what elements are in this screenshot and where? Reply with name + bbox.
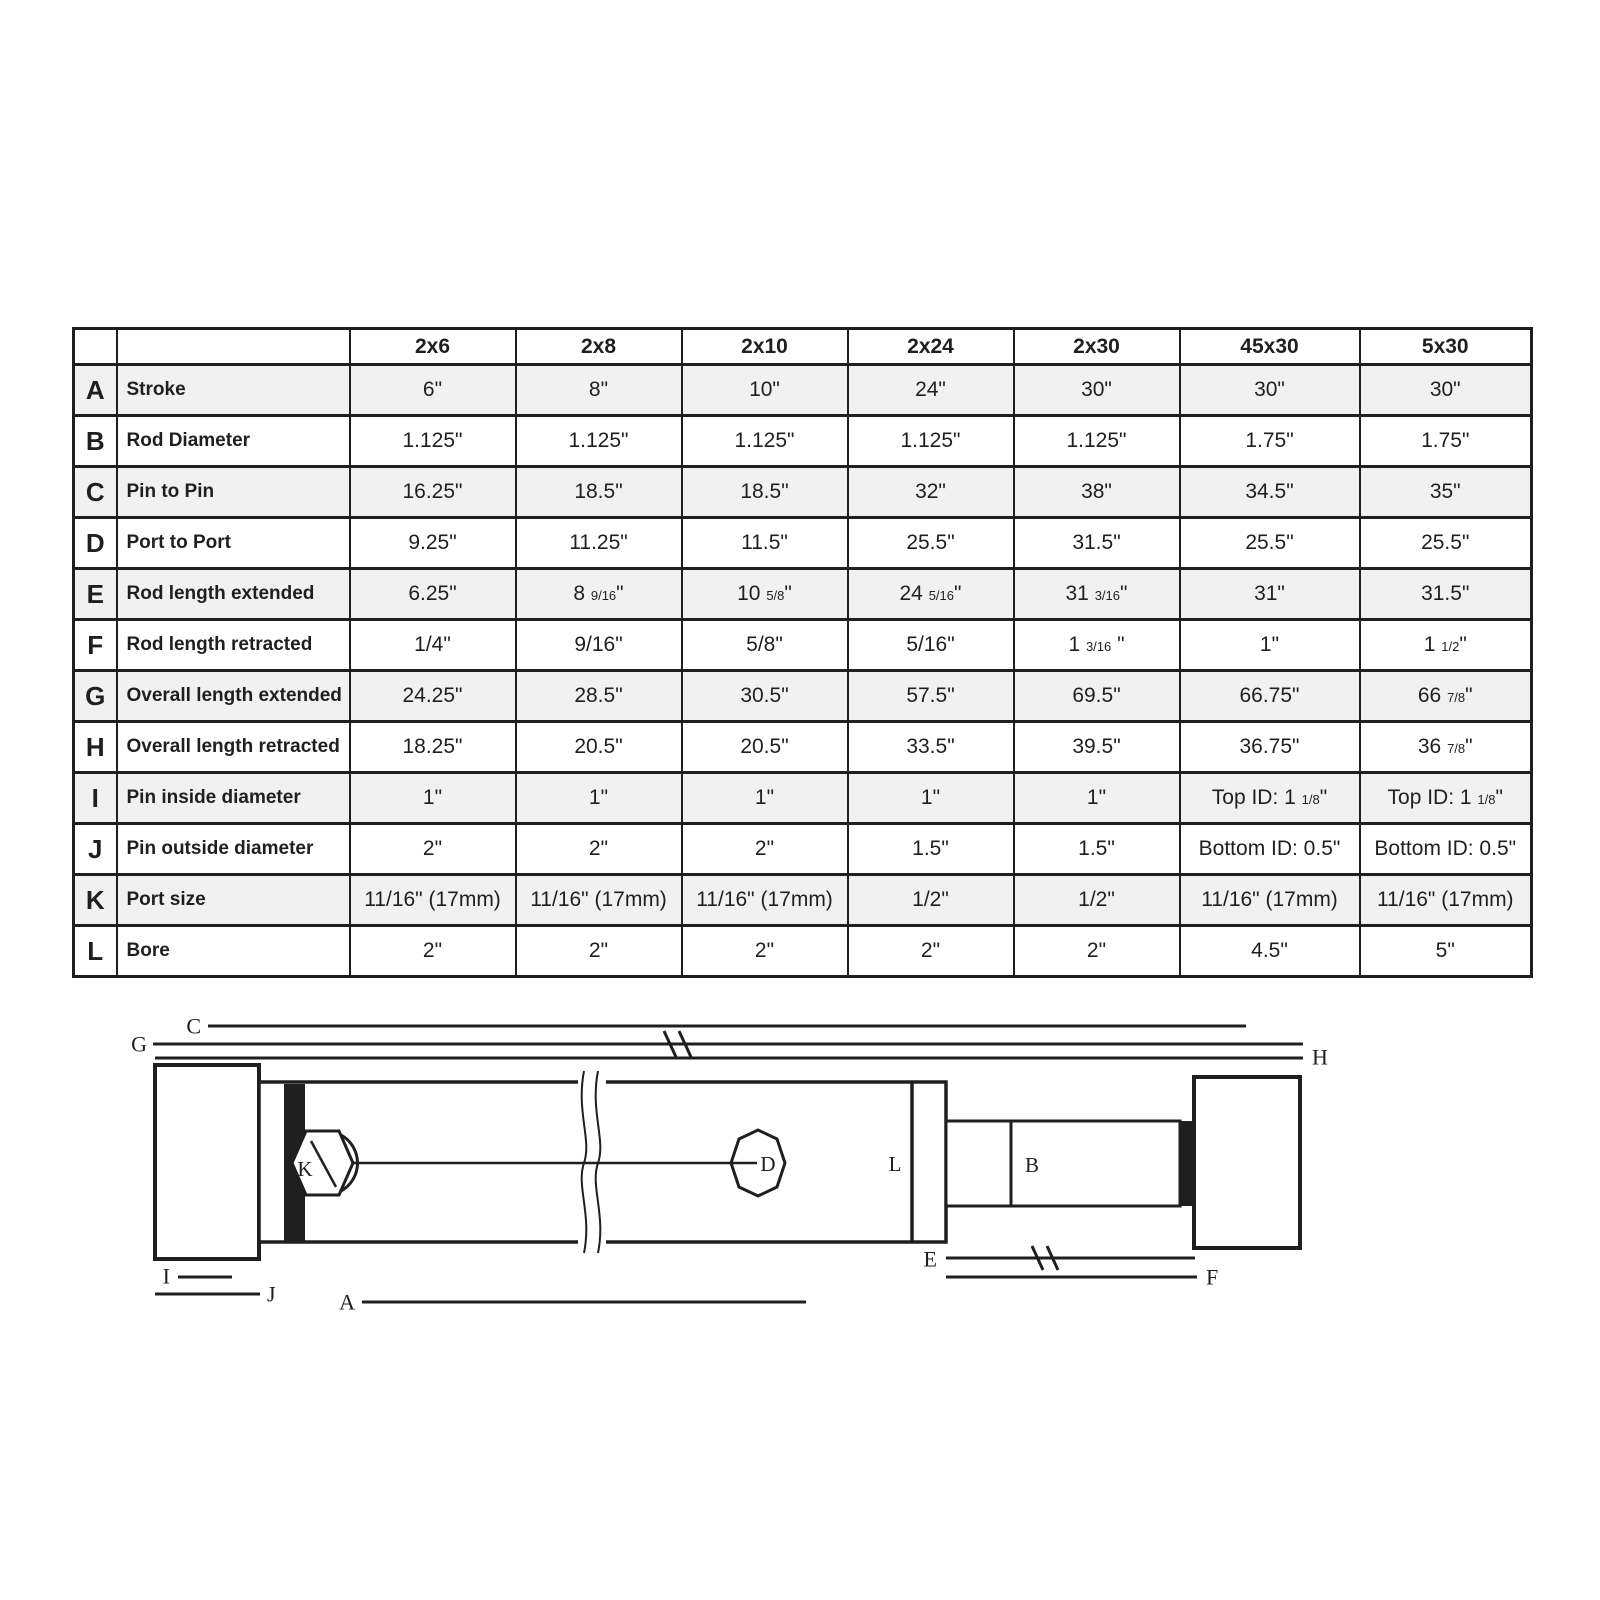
barrel-break-gap-bottom xyxy=(578,1237,606,1248)
spec-cell-D-5x30: 25.5" xyxy=(1360,518,1532,569)
row-label: Overall length retracted xyxy=(117,722,350,773)
row-letter: C xyxy=(74,467,117,518)
spec-cell-L-2x30: 2" xyxy=(1014,926,1180,977)
spec-cell-L-45x30: 4.5" xyxy=(1180,926,1360,977)
spec-cell-A-5x30: 30" xyxy=(1360,365,1532,416)
spec-cell-F-2x10: 5/8" xyxy=(682,620,848,671)
dimension-line-f xyxy=(946,1265,1218,1290)
row-label: Rod Diameter xyxy=(117,416,350,467)
spec-cell-J-45x30: Bottom ID: 0.5" xyxy=(1180,824,1360,875)
spec-cell-K-2x24: 1/2" xyxy=(848,875,1014,926)
right-clevis xyxy=(1194,1077,1300,1248)
dimension-line-a xyxy=(339,1290,806,1315)
column-header-2x30: 2x30 xyxy=(1014,329,1180,365)
label-d: D xyxy=(760,1152,776,1176)
spec-cell-A-2x10: 10" xyxy=(682,365,848,416)
spec-cell-H-2x8: 20.5" xyxy=(516,722,682,773)
spec-cell-J-5x30: Bottom ID: 0.5" xyxy=(1360,824,1532,875)
column-header-5x30: 5x30 xyxy=(1360,329,1532,365)
spec-cell-K-2x8: 11/16" (17mm) xyxy=(516,875,682,926)
row-letter: F xyxy=(74,620,117,671)
label-l: L xyxy=(888,1152,902,1176)
spec-cell-E-2x6: 6.25" xyxy=(350,569,516,620)
spec-cell-I-45x30: Top ID: 1 1/8" xyxy=(1180,773,1360,824)
dim-label-c: C xyxy=(186,1013,201,1039)
dim-label-h: H xyxy=(1312,1044,1328,1070)
spec-cell-C-2x8: 18.5" xyxy=(516,467,682,518)
spec-cell-H-45x30: 36.75" xyxy=(1180,722,1360,773)
spec-cell-G-2x6: 24.25" xyxy=(350,671,516,722)
dimension-line-h xyxy=(155,1045,1328,1070)
spec-cell-I-2x24: 1" xyxy=(848,773,1014,824)
row-letter: L xyxy=(74,926,117,977)
spec-cell-L-2x6: 2" xyxy=(350,926,516,977)
spec-cell-L-5x30: 5" xyxy=(1360,926,1532,977)
spec-cell-A-2x8: 8" xyxy=(516,365,682,416)
spec-cell-I-5x30: Top ID: 1 1/8" xyxy=(1360,773,1532,824)
spec-cell-A-2x30: 30" xyxy=(1014,365,1180,416)
rod-end-band xyxy=(1180,1121,1194,1206)
piston-rod xyxy=(946,1121,1180,1206)
spec-cell-L-2x24: 2" xyxy=(848,926,1014,977)
spec-cell-K-2x30: 1/2" xyxy=(1014,875,1180,926)
spec-cell-A-2x24: 24" xyxy=(848,365,1014,416)
label-k: K xyxy=(297,1157,313,1181)
spec-cell-H-2x24: 33.5" xyxy=(848,722,1014,773)
row-label: Rod length extended xyxy=(117,569,350,620)
spec-cell-K-45x30: 11/16" (17mm) xyxy=(1180,875,1360,926)
row-label: Bore xyxy=(117,926,350,977)
row-letter: E xyxy=(74,569,117,620)
spec-cell-G-2x10: 30.5" xyxy=(682,671,848,722)
spec-cell-D-2x10: 11.5" xyxy=(682,518,848,569)
spec-cell-D-2x30: 31.5" xyxy=(1014,518,1180,569)
port-fitting-k xyxy=(292,1131,358,1195)
row-label: Overall length extended xyxy=(117,671,350,722)
spec-cell-F-2x6: 1/4" xyxy=(350,620,516,671)
spec-cell-A-2x6: 6" xyxy=(350,365,516,416)
spec-cell-C-2x30: 38" xyxy=(1014,467,1180,518)
dimension-line-g xyxy=(131,1031,1303,1057)
spec-cell-E-5x30: 31.5" xyxy=(1360,569,1532,620)
dimension-line-e xyxy=(924,1246,1195,1272)
row-label: Pin to Pin xyxy=(117,467,350,518)
spec-cell-L-2x8: 2" xyxy=(516,926,682,977)
spec-cell-G-2x8: 28.5" xyxy=(516,671,682,722)
dimension-line-c xyxy=(186,1014,1246,1039)
spec-cell-G-45x30: 66.75" xyxy=(1180,671,1360,722)
row-letter: H xyxy=(74,722,117,773)
spec-cell-J-2x10: 2" xyxy=(682,824,848,875)
row-label: Pin inside diameter xyxy=(117,773,350,824)
spec-cell-I-2x6: 1" xyxy=(350,773,516,824)
row-letter: D xyxy=(74,518,117,569)
spec-cell-B-2x30: 1.125" xyxy=(1014,416,1180,467)
spec-cell-E-2x30: 31 3/16" xyxy=(1014,569,1180,620)
spec-cell-K-2x10: 11/16" (17mm) xyxy=(682,875,848,926)
spec-cell-F-2x8: 9/16" xyxy=(516,620,682,671)
spec-cell-D-2x6: 9.25" xyxy=(350,518,516,569)
spec-cell-B-2x10: 1.125" xyxy=(682,416,848,467)
label-b: B xyxy=(1024,1153,1040,1177)
spec-cell-I-2x8: 1" xyxy=(516,773,682,824)
row-letter: J xyxy=(74,824,117,875)
spec-cell-J-2x8: 2" xyxy=(516,824,682,875)
row-letter: A xyxy=(74,365,117,416)
spec-cell-C-2x6: 16.25" xyxy=(350,467,516,518)
spec-cell-F-2x24: 5/16" xyxy=(848,620,1014,671)
spec-cell-F-5x30: 1 1/2" xyxy=(1360,620,1532,671)
spec-cell-H-2x30: 39.5" xyxy=(1014,722,1180,773)
spec-cell-B-2x8: 1.125" xyxy=(516,416,682,467)
dimension-line-j xyxy=(155,1282,276,1307)
spec-cell-K-5x30: 11/16" (17mm) xyxy=(1360,875,1532,926)
row-letter: I xyxy=(74,773,117,824)
dim-label-e: E xyxy=(923,1246,937,1272)
dim-label-g: G xyxy=(131,1031,147,1057)
spec-cell-K-2x6: 11/16" (17mm) xyxy=(350,875,516,926)
spec-cell-J-2x30: 1.5" xyxy=(1014,824,1180,875)
dim-label-a: A xyxy=(339,1289,355,1315)
spec-cell-H-2x10: 20.5" xyxy=(682,722,848,773)
spec-cell-H-5x30: 36 7/8" xyxy=(1360,722,1532,773)
spec-cell-H-2x6: 18.25" xyxy=(350,722,516,773)
column-header-2x8: 2x8 xyxy=(516,329,682,365)
spec-cell-G-5x30: 66 7/8" xyxy=(1360,671,1532,722)
row-label: Port to Port xyxy=(117,518,350,569)
spec-cell-F-2x30: 1 3/16 " xyxy=(1014,620,1180,671)
spec-cell-B-2x24: 1.125" xyxy=(848,416,1014,467)
spec-cell-F-45x30: 1" xyxy=(1180,620,1360,671)
row-letter: G xyxy=(74,671,117,722)
spec-cell-J-2x6: 2" xyxy=(350,824,516,875)
column-header-2x24: 2x24 xyxy=(848,329,1014,365)
row-letter: B xyxy=(74,416,117,467)
row-letter: K xyxy=(74,875,117,926)
spec-cell-G-2x24: 57.5" xyxy=(848,671,1014,722)
spec-cell-E-2x24: 24 5/16" xyxy=(848,569,1014,620)
spec-cell-D-2x8: 11.25" xyxy=(516,518,682,569)
row-label: Stroke xyxy=(117,365,350,416)
spec-cell-I-2x10: 1" xyxy=(682,773,848,824)
row-label: Rod length retracted xyxy=(117,620,350,671)
spec-cell-B-45x30: 1.75" xyxy=(1180,416,1360,467)
row-label: Pin outside diameter xyxy=(117,824,350,875)
spec-cell-D-45x30: 25.5" xyxy=(1180,518,1360,569)
spec-cell-I-2x30: 1" xyxy=(1014,773,1180,824)
spec-cell-C-5x30: 35" xyxy=(1360,467,1532,518)
spec-cell-C-2x24: 32" xyxy=(848,467,1014,518)
spec-cell-L-2x10: 2" xyxy=(682,926,848,977)
column-header-2x6: 2x6 xyxy=(350,329,516,365)
row-label: Port size xyxy=(117,875,350,926)
spec-cell-J-2x24: 1.5" xyxy=(848,824,1014,875)
spec-cell-C-2x10: 18.5" xyxy=(682,467,848,518)
spec-cell-E-2x10: 10 5/8" xyxy=(682,569,848,620)
spec-cell-A-45x30: 30" xyxy=(1180,365,1360,416)
spec-cell-C-45x30: 34.5" xyxy=(1180,467,1360,518)
spec-cell-E-45x30: 31" xyxy=(1180,569,1360,620)
spec-cell-E-2x8: 8 9/16" xyxy=(516,569,682,620)
dim-label-j: J xyxy=(267,1281,276,1307)
dim-label-f: F xyxy=(1206,1264,1219,1290)
dimension-line-i xyxy=(163,1264,232,1289)
spec-cell-B-5x30: 1.75" xyxy=(1360,416,1532,467)
column-header-45x30: 45x30 xyxy=(1180,329,1360,365)
spec-cell-G-2x30: 69.5" xyxy=(1014,671,1180,722)
left-clevis xyxy=(155,1065,259,1259)
spec-cell-B-2x6: 1.125" xyxy=(350,416,516,467)
spec-cell-D-2x24: 25.5" xyxy=(848,518,1014,569)
dim-label-i: I xyxy=(162,1263,170,1289)
column-header-2x10: 2x10 xyxy=(682,329,848,365)
